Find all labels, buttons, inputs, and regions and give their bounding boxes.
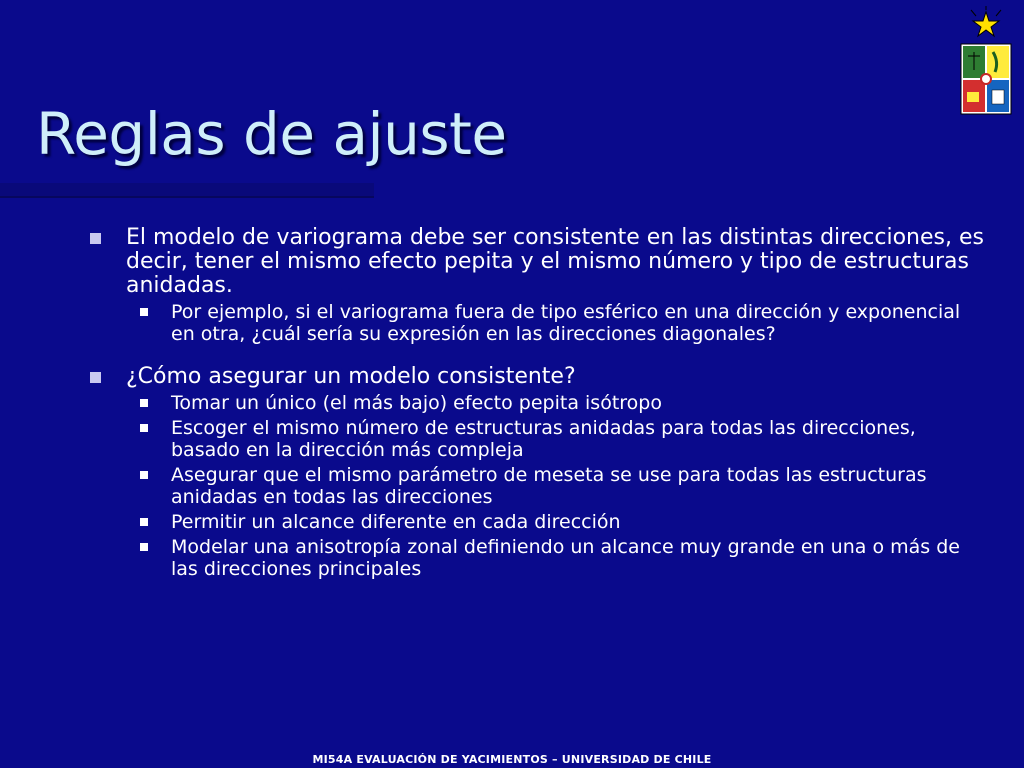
title-underline-bar — [0, 183, 374, 196]
bullet-text: ¿Cómo asegurar un modelo consistente? — [126, 364, 576, 389]
slide-title: Reglas de ajuste — [36, 100, 507, 168]
sub-bullet-item — [88, 511, 988, 533]
sub-bullet-text: Modelar una anisotropía zonal definiendo un alcance muy grande en una o más de las direcciones principales — [171, 536, 960, 580]
bullet-item — [88, 365, 988, 389]
square-bullet-icon — [140, 399, 148, 407]
square-bullet-icon — [140, 471, 148, 479]
square-bullet-icon — [140, 518, 148, 526]
sub-bullet-item — [88, 417, 988, 461]
sub-bullet-item — [88, 464, 988, 508]
sub-bullet-item — [88, 392, 988, 414]
university-coat-of-arms-icon — [955, 4, 1017, 116]
square-bullet-icon — [90, 233, 101, 244]
bullet-text: El modelo de variograma debe ser consistente en las distintas direcciones, es decir, tener el mismo efecto pepita y el mismo número y tipo de estructuras anidadas. — [126, 225, 984, 298]
bullet-list — [88, 226, 988, 580]
sub-bullet-text: Por ejemplo, si el variograma fuera de tipo esférico en una dirección y exponencial en otra, ¿cuál sería su expresión en las direcciones diagonales? — [171, 301, 961, 345]
sub-bullet-text: Permitir un alcance diferente en cada dirección — [171, 511, 621, 533]
sub-bullet-text: Asegurar que el mismo parámetro de meseta se use para todas las estructuras anidadas en todas las direcciones — [171, 464, 927, 508]
bullet-item — [88, 226, 988, 298]
slide-footer: MI54A EVALUACIÓN DE YACIMIENTOS – UNIVERSIDAD DE CHILE — [312, 753, 712, 766]
sub-bullet-text: Tomar un único (el más bajo) efecto pepita isótropo — [171, 392, 662, 414]
sub-bullet-item — [88, 536, 988, 580]
square-bullet-icon — [140, 424, 148, 432]
sub-bullet-item — [88, 301, 988, 345]
square-bullet-icon — [90, 372, 101, 383]
square-bullet-icon — [140, 543, 148, 551]
square-bullet-icon — [140, 308, 148, 316]
sub-bullet-text: Escoger el mismo número de estructuras anidadas para todas las direcciones, basado en la dirección más compleja — [171, 417, 916, 461]
